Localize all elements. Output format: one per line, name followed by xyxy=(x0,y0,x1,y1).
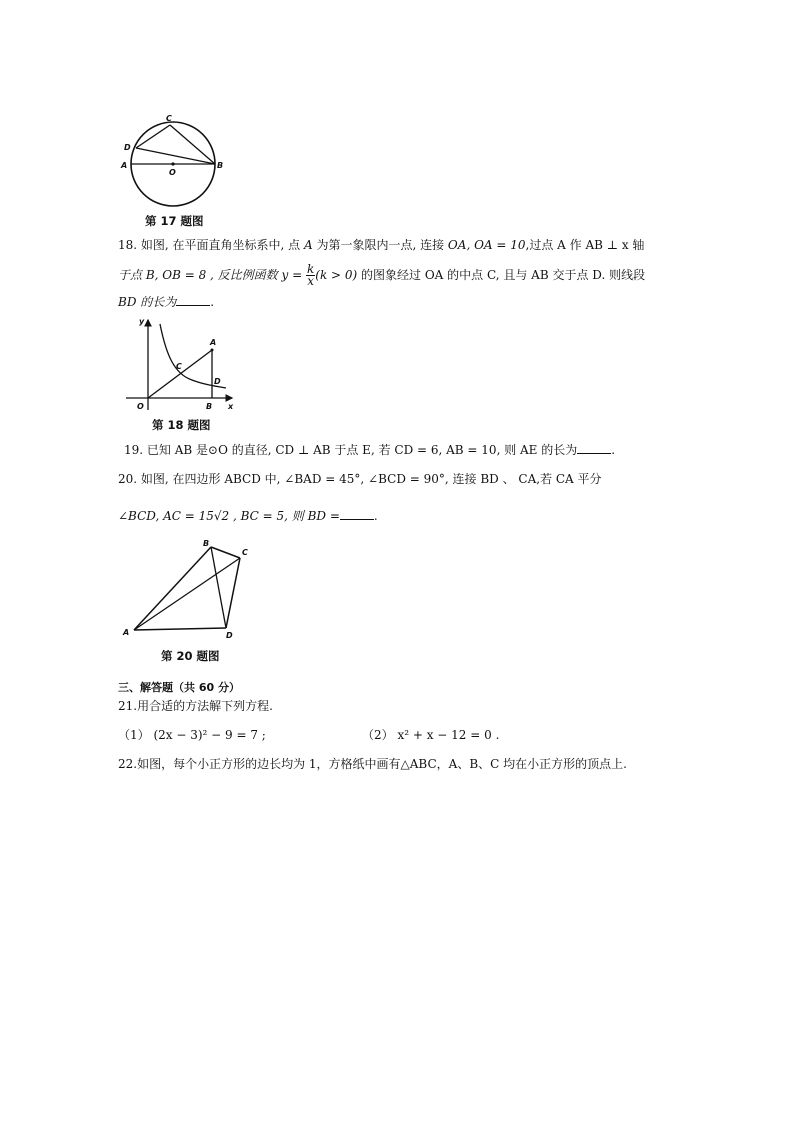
q20-line2 xyxy=(118,508,378,524)
q22-text: 22.如图，每个小正方形的边长均为 1，方格纸中画有△ABC，A、B、C 均在小正方形的顶点上. xyxy=(118,757,627,771)
q21-intro: 21.用合适的方法解下列方程. xyxy=(118,699,273,713)
q18-point-A: A xyxy=(303,238,313,252)
fig18-label-B: B xyxy=(206,402,213,411)
figure-20-diagram xyxy=(118,536,258,644)
q18-line3 xyxy=(118,294,214,310)
figure-18-diagram xyxy=(122,314,242,414)
figure-17-caption: 第 17 题图 xyxy=(145,214,204,228)
q20-line2-prefix: ∠BCD, AC = 15√2 , BC = 5, 则 BD = xyxy=(118,509,340,523)
fig17-label-A: A xyxy=(121,161,128,170)
fig18-label-O: O xyxy=(137,402,144,411)
fig18-label-C: C xyxy=(176,362,182,371)
figure-17-diagram xyxy=(118,112,228,212)
q19-end: . xyxy=(611,443,616,457)
fig17-label-C: C xyxy=(166,114,172,123)
figure-18-caption: 第 18 题图 xyxy=(152,418,211,432)
fig18-label-D: D xyxy=(214,377,221,386)
q20-answer-blank xyxy=(340,508,374,520)
q18-line3-end: . xyxy=(210,295,215,309)
q18-segment-OA: OA xyxy=(447,238,467,252)
q20-line2-end: . xyxy=(373,509,378,523)
q18-condition-OA: , OA = 10 xyxy=(466,238,526,252)
q19-line xyxy=(124,442,615,458)
figure-20-caption: 第 20 题图 xyxy=(161,649,220,663)
q18-line1-suffix: ,过点 A 作 AB ⊥ x 轴 xyxy=(525,238,645,252)
fig20-label-B: B xyxy=(203,539,210,548)
q21-part1: （1） (2x − 3)² − 9 = 7 ; xyxy=(118,728,266,742)
q18-line2 xyxy=(118,264,645,287)
q18-fraction-k-over-x xyxy=(306,264,315,287)
q19-text: 19. 已知 AB 是⊙O 的直径, CD ⊥ AB 于点 E, 若 CD = 6, AB = 10, 则 AE 的长为 xyxy=(124,443,578,457)
q18-line1-mid: 为第一象限内一点, 连接 xyxy=(312,238,448,252)
fig17-label-B: B xyxy=(217,161,224,170)
fig18-label-y: y xyxy=(139,317,145,326)
q18-frac-den: x xyxy=(307,274,315,288)
fig18-label-x: x xyxy=(228,402,234,411)
q21-part2: （2） x² + x − 12 = 0 . xyxy=(362,728,500,742)
q18-line3-text: BD 的长为 xyxy=(118,295,177,309)
q18-func-lhs: y = xyxy=(281,268,303,282)
q18-line1-prefix: 18. 如图, 在平面直角坐标系中, 点 xyxy=(118,238,304,252)
fig20-label-D: D xyxy=(226,631,233,640)
q18-line2-prefix: 于点 B, OB = 8 , 反比例函数 xyxy=(118,268,282,282)
q18-func-rhs: (k > 0) xyxy=(315,268,358,282)
q19-answer-blank xyxy=(577,442,611,454)
fig17-label-D: D xyxy=(124,143,131,152)
fig17-label-O: O xyxy=(169,168,176,177)
fig20-label-A: A xyxy=(123,628,130,637)
q18-frac-num: k xyxy=(306,262,315,276)
section-3-title: 三、解答题（共 60 分） xyxy=(118,681,240,694)
q20-line1: 20. 如图, 在四边形 ABCD 中, ∠BAD = 45°, ∠BCD = 90°, 连接 BD 、 CA,若 CA 平分 xyxy=(118,472,602,486)
fig20-label-C: C xyxy=(242,548,248,557)
q18-answer-blank xyxy=(176,294,210,306)
fig18-label-A: A xyxy=(210,338,217,347)
q18-line2-suffix: 的图象经过 OA 的中点 C, 且与 AB 交于点 D. 则线段 xyxy=(357,268,646,282)
q18-line1 xyxy=(118,237,644,253)
